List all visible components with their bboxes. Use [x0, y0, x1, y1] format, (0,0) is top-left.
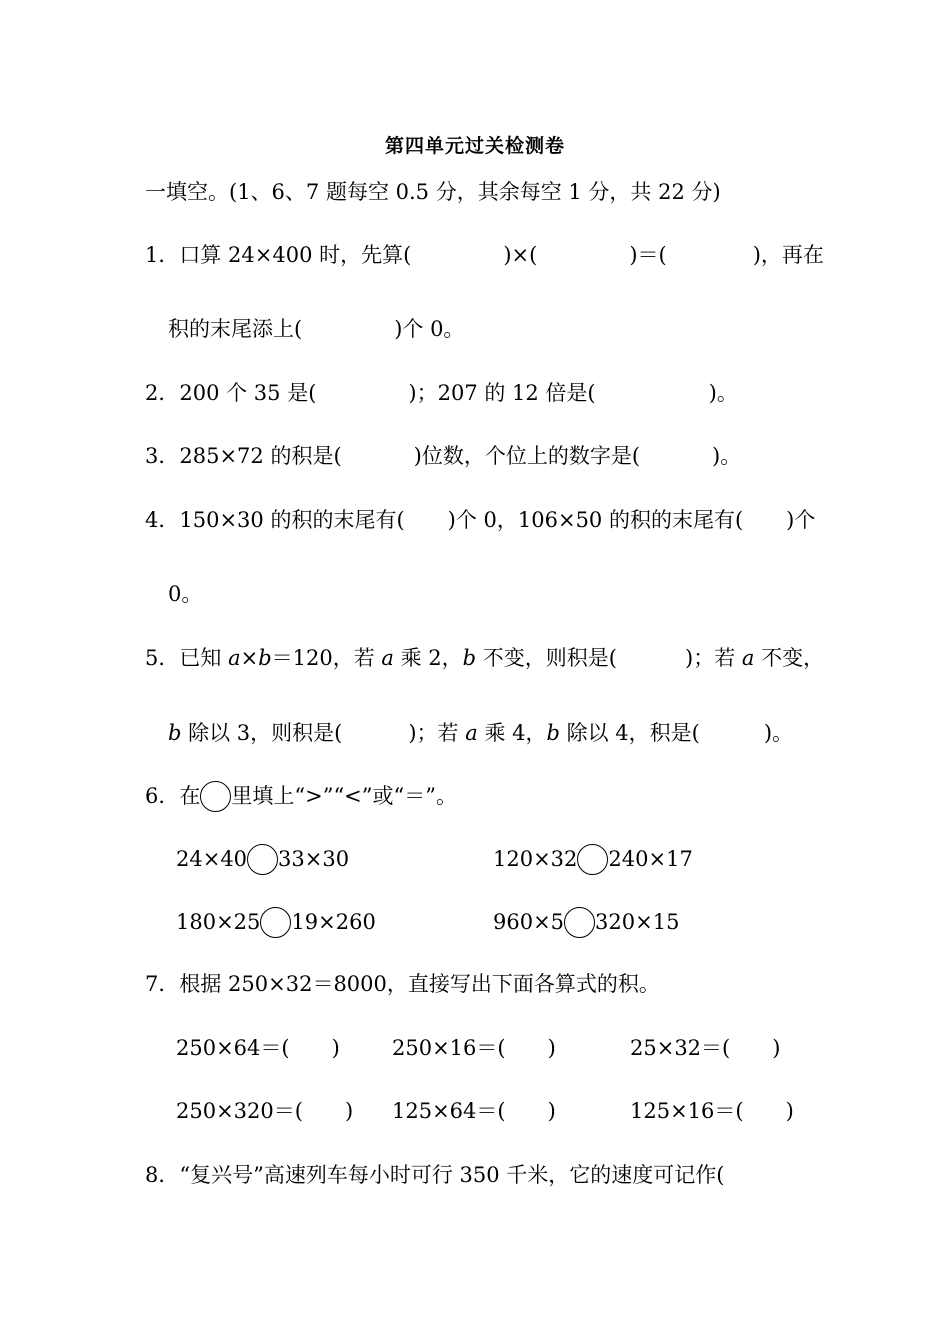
compare-item: 180×25 19×260: [176, 907, 376, 938]
question-7: 7．根据 250×32＝8000，直接写出下面各算式的积。: [145, 972, 660, 996]
calc-item[interactable]: 125×16＝( ): [630, 1099, 794, 1123]
question-4-line-1: 4．150×30 的积的末尾有( )个 0，106×50 的积的末尾有( )个: [145, 508, 816, 532]
q5-number: 5．: [145, 646, 180, 670]
compare-item: 120×32 240×17: [493, 844, 693, 875]
question-6: 6．在 里填上“>”“<”或“＝”。: [145, 781, 457, 812]
page-title: 第四单元过关检测卷: [384, 135, 565, 157]
calc-item[interactable]: 250×16＝( ): [392, 1036, 556, 1060]
question-1-line-2: 积的末尾添上( )个 0。: [168, 317, 465, 341]
q8-number: 8．: [145, 1163, 180, 1187]
q3-number: 3．: [145, 444, 180, 468]
question-4-line-2: 0。: [168, 582, 203, 606]
calc-item[interactable]: 250×320＝( ): [176, 1099, 354, 1123]
compare-circle[interactable]: [577, 844, 608, 875]
q4-number: 4．: [145, 508, 180, 532]
circle-icon: [200, 781, 231, 812]
question-3: 3．285×72 的积是( )位数，个位上的数字是( )。: [145, 444, 742, 468]
calc-item[interactable]: 25×32＝( ): [630, 1036, 781, 1060]
q1-number: 1．: [145, 243, 180, 267]
q7-number: 7．: [145, 972, 180, 996]
compare-item: 24×40 33×30: [176, 844, 349, 875]
q6-number: 6．: [145, 784, 180, 808]
q2-number: 2．: [145, 381, 180, 405]
question-8: 8．“复兴号”高速列车每小时可行 350 千米，它的速度可记作(: [145, 1163, 725, 1187]
section-heading: 一填空。(1、6、7 题每空 0.5 分，其余每空 1 分，共 22 分): [145, 180, 721, 204]
question-2: 2．200 个 35 是( )；207 的 12 倍是( )。: [145, 381, 738, 405]
calc-item[interactable]: 125×64＝( ): [392, 1099, 556, 1123]
question-5-line-2: b 除以 3，则积是( )；若 a 乘 4，b 除以 4，积是( )。: [168, 721, 794, 745]
question-5-line-1: 5．已知 a×b＝120，若 a 乘 2，b 不变，则积是( )；若 a 不变，: [145, 646, 825, 670]
question-1-line-1: 1．口算 24×400 时，先算( )×( )＝( )，再在: [145, 243, 824, 267]
compare-circle[interactable]: [260, 907, 291, 938]
compare-item: 960×5 320×15: [493, 907, 679, 938]
calc-item[interactable]: 250×64＝( ): [176, 1036, 340, 1060]
compare-circle[interactable]: [247, 844, 278, 875]
compare-circle[interactable]: [564, 907, 595, 938]
